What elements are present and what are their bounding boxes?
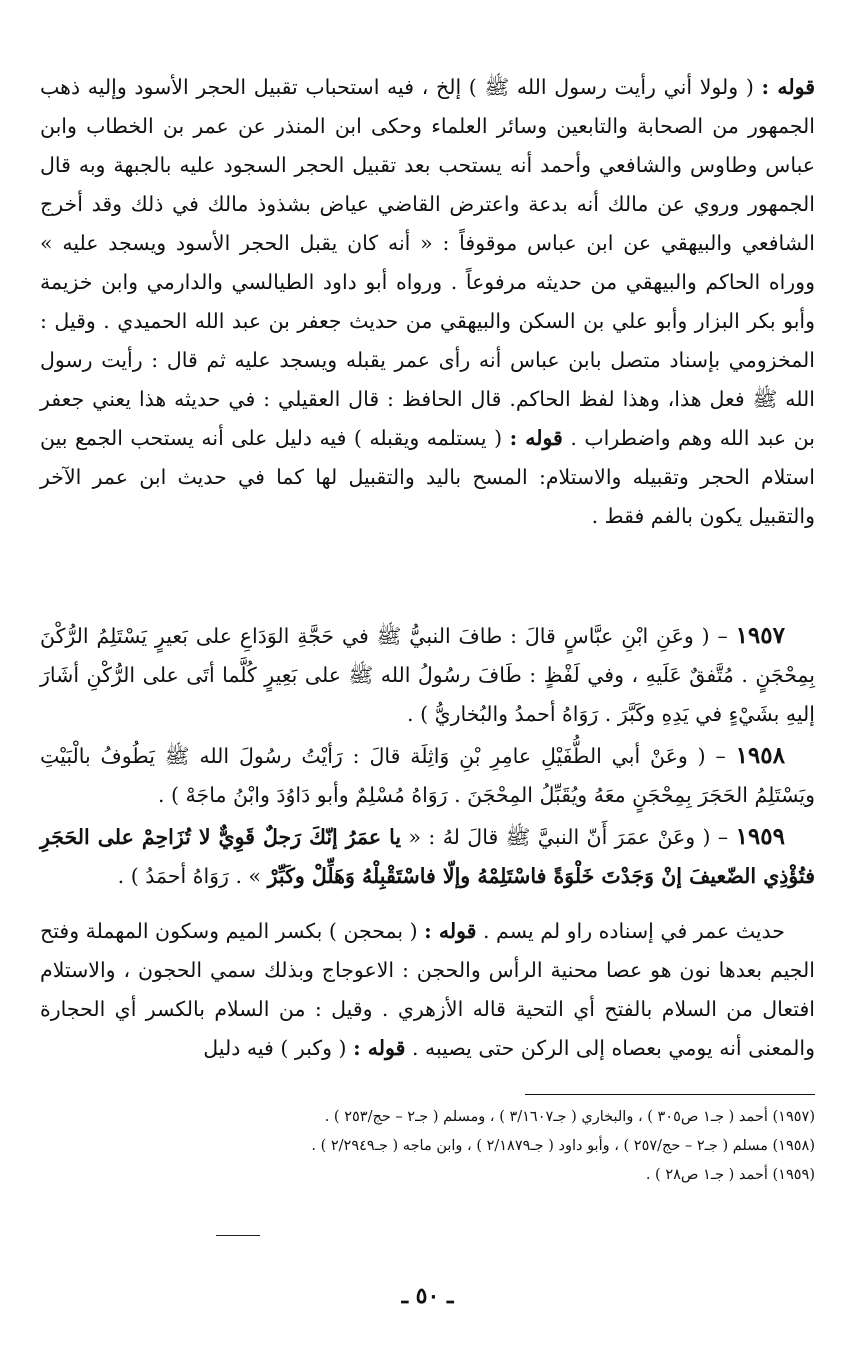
- commentary-text: ( وكبر ) فيه دليل: [203, 1036, 347, 1060]
- hadith-text: – ( وعَنِ ابْنِ عبَّاسٍ قالَ : طافَ النبيُّ ﷺ في حَجَّةِ الوَدَاعِ على بَعيرٍ يَسْتَلِمُ الرُّكْنَ بِمِحْجَنٍ . مُتَّفقٌ عَلَيهِ ، وفي لَفْظٍ : طَافَ رسُولُ الله ﷺ على بَعِيرٍ كُلَّما أتَى على الرُّكْنِ أشَارَ إليهِ بشَيْءٍ في يَدِهِ وكَبَّرَ . رَوَاهُ أحمدُ والبُخاريُّ ) .: [40, 624, 815, 726]
- qawluhu-label: قوله :: [761, 75, 815, 99]
- hadith-1959: [40, 817, 815, 896]
- page-number: ـ ٥٠ ـ: [401, 1283, 454, 1309]
- hadith-text: » . رَوَاهُ أحمَدُ ) .: [117, 864, 262, 888]
- footnote-separator: [525, 1094, 815, 1095]
- hadith-1958: [40, 736, 815, 815]
- commentary-text: حديث عمر في إسناده راو لم يسم .: [483, 919, 785, 943]
- hadith-number: ١٩٥٧: [735, 622, 785, 649]
- hadith-number: ١٩٥٩: [735, 823, 785, 850]
- hadith-quote: يا عمَرُ إنّكَ رَجلٌ قَوِيٌّ لا تُزَاحِمْ على الحَجَرِ فتُؤْذِي الضّعيفَ إنْ وَجَدْتَ خَلْوَةً فاسْتَلِمْهُ وإلّا فاسْتَقْبِلْهُ وَهَلِّلْ وكَبِّرْ: [40, 825, 815, 888]
- hadith-number: ١٩٥٨: [735, 742, 785, 769]
- footnote: (١٩٥٨) مسلم ( جـ٢ – حج/٢٥٧ ) ، وأبو داود ( جـ٢/١٨٧٩ ) ، وابن ماجه ( جـ٢/٢٩٤٩ ) .: [311, 1138, 815, 1154]
- qawluhu-label: قوله :: [424, 919, 477, 943]
- hadith-1957: [40, 616, 815, 734]
- commentary-paragraph: [40, 912, 815, 1068]
- qawluhu-label: قوله :: [353, 1036, 406, 1060]
- hadith-text: – ( وعَنْ عمَرَ أَنّ النبيَّ ﷺ قالَ لهُ : «: [408, 825, 729, 849]
- qawluhu-label: قوله :: [509, 426, 563, 450]
- commentary-text: ( ولولا أني رأيت رسول الله ﷺ ) إلخ ، فيه استحباب تقبيل الحجر الأسود وإليه ذهب الجمهور من الصحابة والتابعين وسائر العلماء وحكى ابن المنذر عن عمر بن الخطاب وابن عباس وطاوس والشافعي وأحمد أنه يستحب بعد تقبيل الحجر السجود عليه بالجبهة وبه قال الجمهور وروي عن مالك أنه بدعة واعترض القاضي عياض بشذوذ مالك في ذلك وقد أخرج الشافعي والبيهقي عن ابن عباس موقوفاً : « أنه كان يقبل الحجر الأسود ويسجد عليه » ووراه الحاكم والبيهقي من حديثه مرفوعاً . ورواه أبو داود الطيالسي والدارمي وابن خزيمة وأبو بكر البزار وأبو علي بن السكن والبيهقي من حديث جعفر بن عبد الله الحميدي . وقيل : المخزومي بإسناد متصل بابن عباس أنه رأى عمر يقبله ويسجد عليه ثم قال : رأيت رسول الله ﷺ فعل هذا، وهذا لفظ الحاكم. قال الحافظ : قال العقيلي : في حديثه هذا يعني جعفر بن عبد الله وهم واضطراب .: [40, 75, 815, 450]
- footnote: (١٩٥٧) أحمد ( جـ١ ص٣٠٥ ) ، والبخاري ( جـ٣/١٦٠٧ ) ، ومسلم ( جـ٢ – حج/٢٥٣ ) .: [324, 1109, 815, 1125]
- footnotes: [40, 1103, 815, 1190]
- footnote-end-dash: [216, 1235, 260, 1236]
- footnote: (١٩٥٩) أحمد ( جـ١ ص٢٨ ) .: [645, 1167, 815, 1183]
- commentary-paragraph: [40, 68, 815, 616]
- commentary-text: ( يستلمه ويقبله ) فيه دليل على أنه يستحب الجمع بين استلام الحجر وتقبيله والاستلام: المسح باليد والتقبيل لها كما في حديث ابن عمر الآخر والتقبيل يكون بالفم فقط .: [40, 426, 815, 528]
- hadith-text: – ( وعَنْ أبي الطُّفَيْلِ عامِرِ بْنِ وَاثِلَة قالَ : رَأيْتُ رسُولَ الله ﷺ يَطُوفُ بالْبَيْتِ ويَسْتَلِمُ الحَجَرَ بِمِحْجَنٍ معَهُ ويُقَبِّلُ المِحْجَنَ . رَوَاهُ مُسْلِمٌ وأبو دَاوُدَ وابْنُ ماجَهْ ) .: [40, 744, 815, 807]
- commentary-text: ( بمحجن ) بكسر الميم وسكون المهملة وفتح الجيم بعدها نون هو عصا محنية الرأس والحجن : الاعوجاج وبذلك سمي الحجون ، والاستلام افتعال من السلام بالفتح أي التحية قاله الأزهري . وقيل : من السلام بالكسر أي الحجارة والمعنى أنه يومي بعصاه إلى الركن حتى يصيبه .: [40, 919, 815, 1060]
